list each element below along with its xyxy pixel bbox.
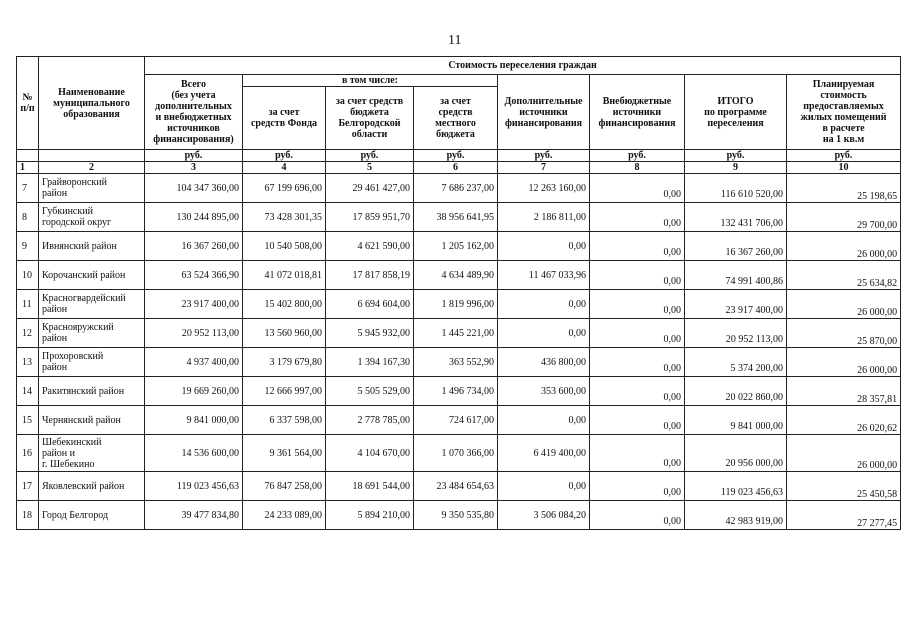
cell-regional: 18 691 544,00 <box>326 472 414 501</box>
cell-fund: 12 666 997,00 <box>243 377 326 406</box>
table-row <box>17 261 901 290</box>
header-including: в том числе: <box>243 75 498 87</box>
row-number: 14 <box>17 377 39 406</box>
cell-fund: 10 540 508,00 <box>243 232 326 261</box>
column-number: 2 <box>39 162 145 174</box>
cell-regional: 17 817 858,19 <box>326 261 414 290</box>
row-number: 18 <box>17 501 39 530</box>
cell-additional: 0,00 <box>498 232 590 261</box>
cell-fund: 13 560 960,00 <box>243 319 326 348</box>
unit-label: руб. <box>590 150 685 162</box>
cell-additional: 0,00 <box>498 472 590 501</box>
header-group: Стоимость переселения граждан <box>145 57 901 75</box>
cell-additional: 3 506 084,20 <box>498 501 590 530</box>
cell-local: 363 552,90 <box>414 348 498 377</box>
cell-itogo: 20 952 113,00 <box>685 319 787 348</box>
cell-local: 1 205 162,00 <box>414 232 498 261</box>
row-number: 13 <box>17 348 39 377</box>
unit-label: руб. <box>685 150 787 162</box>
cell-local: 1 070 366,00 <box>414 435 498 472</box>
cell-fund: 15 402 800,00 <box>243 290 326 319</box>
cell-total: 16 367 260,00 <box>145 232 243 261</box>
header-num: № п/п <box>17 57 39 150</box>
cell-total: 119 023 456,63 <box>145 472 243 501</box>
header-offbudget: Внебюджетные источники финансирования <box>590 75 685 150</box>
header-name: Наименование муниципального образования <box>39 57 145 150</box>
unit-label: руб. <box>326 150 414 162</box>
cell-local: 38 956 641,95 <box>414 203 498 232</box>
cell-offbudget: 0,00 <box>590 472 685 501</box>
row-number: 12 <box>17 319 39 348</box>
cell-additional: 0,00 <box>498 319 590 348</box>
cell-itogo: 116 610 520,00 <box>685 174 787 203</box>
cell-total: 14 536 600,00 <box>145 435 243 472</box>
cell-planned: 26 000,00 <box>787 348 901 377</box>
cell-additional: 2 186 811,00 <box>498 203 590 232</box>
cell-offbudget: 0,00 <box>590 174 685 203</box>
table-row <box>17 232 901 261</box>
cell-fund: 41 072 018,81 <box>243 261 326 290</box>
cell-local: 23 484 654,63 <box>414 472 498 501</box>
header-additional: Дополнительные источники финансирования <box>498 75 590 150</box>
cell-local: 4 634 489,90 <box>414 261 498 290</box>
cell-itogo: 132 431 706,00 <box>685 203 787 232</box>
cell-fund: 67 199 696,00 <box>243 174 326 203</box>
table-row <box>17 501 901 530</box>
cell-planned: 26 020,62 <box>787 406 901 435</box>
municipality-name: Губкинский городской округ <box>39 203 145 232</box>
municipality-name: Ивнянский район <box>39 232 145 261</box>
municipality-name: Прохоровский район <box>39 348 145 377</box>
cell-planned: 27 277,45 <box>787 501 901 530</box>
cell-regional: 1 394 167,30 <box>326 348 414 377</box>
cell-local: 1 496 734,00 <box>414 377 498 406</box>
table-row <box>17 377 901 406</box>
row-number: 7 <box>17 174 39 203</box>
cell-itogo: 20 956 000,00 <box>685 435 787 472</box>
cell-planned: 26 000,00 <box>787 290 901 319</box>
header-total: Всего (без учета дополнительных и внебюджетных источников финансирования) <box>145 75 243 150</box>
cell-planned: 25 870,00 <box>787 319 901 348</box>
cell-additional: 11 467 033,96 <box>498 261 590 290</box>
cell-local: 1 445 221,00 <box>414 319 498 348</box>
column-number: 6 <box>414 162 498 174</box>
cell-additional: 12 263 160,00 <box>498 174 590 203</box>
cell-local: 7 686 237,00 <box>414 174 498 203</box>
cell-total: 63 524 366,90 <box>145 261 243 290</box>
cell-itogo: 9 841 000,00 <box>685 406 787 435</box>
cell-fund: 73 428 301,35 <box>243 203 326 232</box>
cell-total: 19 669 260,00 <box>145 377 243 406</box>
cell-regional: 5 894 210,00 <box>326 501 414 530</box>
column-number: 8 <box>590 162 685 174</box>
column-number: 1 <box>17 162 39 174</box>
cell-local: 9 350 535,80 <box>414 501 498 530</box>
cell-offbudget: 0,00 <box>590 406 685 435</box>
municipality-name: Шебекинский район и г. Шебекино <box>39 435 145 472</box>
cell-planned: 29 700,00 <box>787 203 901 232</box>
column-number: 5 <box>326 162 414 174</box>
cell-regional: 2 778 785,00 <box>326 406 414 435</box>
unit-label: руб. <box>787 150 901 162</box>
cell-regional: 5 505 529,00 <box>326 377 414 406</box>
table-row <box>17 203 901 232</box>
cell-total: 104 347 360,00 <box>145 174 243 203</box>
unit-label: руб. <box>243 150 326 162</box>
column-number: 7 <box>498 162 590 174</box>
municipality-name: Грайворонский район <box>39 174 145 203</box>
column-number: 3 <box>145 162 243 174</box>
cell-regional: 5 945 932,00 <box>326 319 414 348</box>
cell-regional: 6 694 604,00 <box>326 290 414 319</box>
cell-itogo: 20 022 860,00 <box>685 377 787 406</box>
table-row <box>17 174 901 203</box>
cell-fund: 24 233 089,00 <box>243 501 326 530</box>
unit-label: руб. <box>145 150 243 162</box>
row-number: 8 <box>17 203 39 232</box>
cell-total: 130 244 895,00 <box>145 203 243 232</box>
header-regional: за счет средств бюджета Белгородской области <box>326 87 414 150</box>
cell-planned: 25 198,65 <box>787 174 901 203</box>
column-number: 4 <box>243 162 326 174</box>
cell-fund: 6 337 598,00 <box>243 406 326 435</box>
cell-regional: 4 621 590,00 <box>326 232 414 261</box>
cell-planned: 26 000,00 <box>787 232 901 261</box>
cell-total: 9 841 000,00 <box>145 406 243 435</box>
cell-itogo: 42 983 919,00 <box>685 501 787 530</box>
table-row <box>17 472 901 501</box>
column-number: 9 <box>685 162 787 174</box>
cell-planned: 25 450,58 <box>787 472 901 501</box>
cell-total: 20 952 113,00 <box>145 319 243 348</box>
cell-additional: 0,00 <box>498 290 590 319</box>
row-number: 15 <box>17 406 39 435</box>
cell-local: 724 617,00 <box>414 406 498 435</box>
municipality-name: Ракитянский район <box>39 377 145 406</box>
municipality-name: Чернянский район <box>39 406 145 435</box>
row-number: 10 <box>17 261 39 290</box>
cell-fund: 3 179 679,80 <box>243 348 326 377</box>
row-number: 17 <box>17 472 39 501</box>
municipality-name: Корочанский район <box>39 261 145 290</box>
cell-itogo: 5 374 200,00 <box>685 348 787 377</box>
cell-itogo: 74 991 400,86 <box>685 261 787 290</box>
cell-planned: 25 634,82 <box>787 261 901 290</box>
table-row <box>17 290 901 319</box>
unit-label: руб. <box>498 150 590 162</box>
cell-total: 4 937 400,00 <box>145 348 243 377</box>
cell-additional: 353 600,00 <box>498 377 590 406</box>
cell-offbudget: 0,00 <box>590 232 685 261</box>
unit-label: руб. <box>414 150 498 162</box>
municipality-name: Яковлевский район <box>39 472 145 501</box>
row-number: 11 <box>17 290 39 319</box>
cell-fund: 9 361 564,00 <box>243 435 326 472</box>
header-itogo: ИТОГО по программе переселения <box>685 75 787 150</box>
cell-regional: 4 104 670,00 <box>326 435 414 472</box>
column-number: 10 <box>787 162 901 174</box>
table-row <box>17 406 901 435</box>
cell-offbudget: 0,00 <box>590 435 685 472</box>
cell-fund: 76 847 258,00 <box>243 472 326 501</box>
row-number: 16 <box>17 435 39 472</box>
municipality-name: Краснояружский район <box>39 319 145 348</box>
cell-offbudget: 0,00 <box>590 203 685 232</box>
row-number: 9 <box>17 232 39 261</box>
cell-regional: 29 461 427,00 <box>326 174 414 203</box>
cell-offbudget: 0,00 <box>590 290 685 319</box>
cell-offbudget: 0,00 <box>590 348 685 377</box>
table-row <box>17 319 901 348</box>
resettlement-cost-table <box>16 56 901 530</box>
cell-offbudget: 0,00 <box>590 501 685 530</box>
header-planned: Планируемая стоимость предоставляемых жилых помещений в расчете на 1 кв.м <box>787 75 901 150</box>
table-row <box>17 348 901 377</box>
table-row <box>17 435 901 472</box>
cell-itogo: 119 023 456,63 <box>685 472 787 501</box>
header-local: за счет средств местного бюджета <box>414 87 498 150</box>
page-number: 11 <box>448 33 462 48</box>
municipality-name: Красногвардейский район <box>39 290 145 319</box>
cell-planned: 26 000,00 <box>787 435 901 472</box>
cell-offbudget: 0,00 <box>590 319 685 348</box>
cell-additional: 436 800,00 <box>498 348 590 377</box>
cell-additional: 0,00 <box>498 406 590 435</box>
cell-offbudget: 0,00 <box>590 377 685 406</box>
municipality-name: Город Белгород <box>39 501 145 530</box>
cell-additional: 6 419 400,00 <box>498 435 590 472</box>
header-fund: за счет средств Фонда <box>243 87 326 150</box>
cell-itogo: 16 367 260,00 <box>685 232 787 261</box>
cell-total: 23 917 400,00 <box>145 290 243 319</box>
cell-total: 39 477 834,80 <box>145 501 243 530</box>
cell-local: 1 819 996,00 <box>414 290 498 319</box>
cell-itogo: 23 917 400,00 <box>685 290 787 319</box>
cell-planned: 28 357,81 <box>787 377 901 406</box>
cell-regional: 17 859 951,70 <box>326 203 414 232</box>
cell-offbudget: 0,00 <box>590 261 685 290</box>
